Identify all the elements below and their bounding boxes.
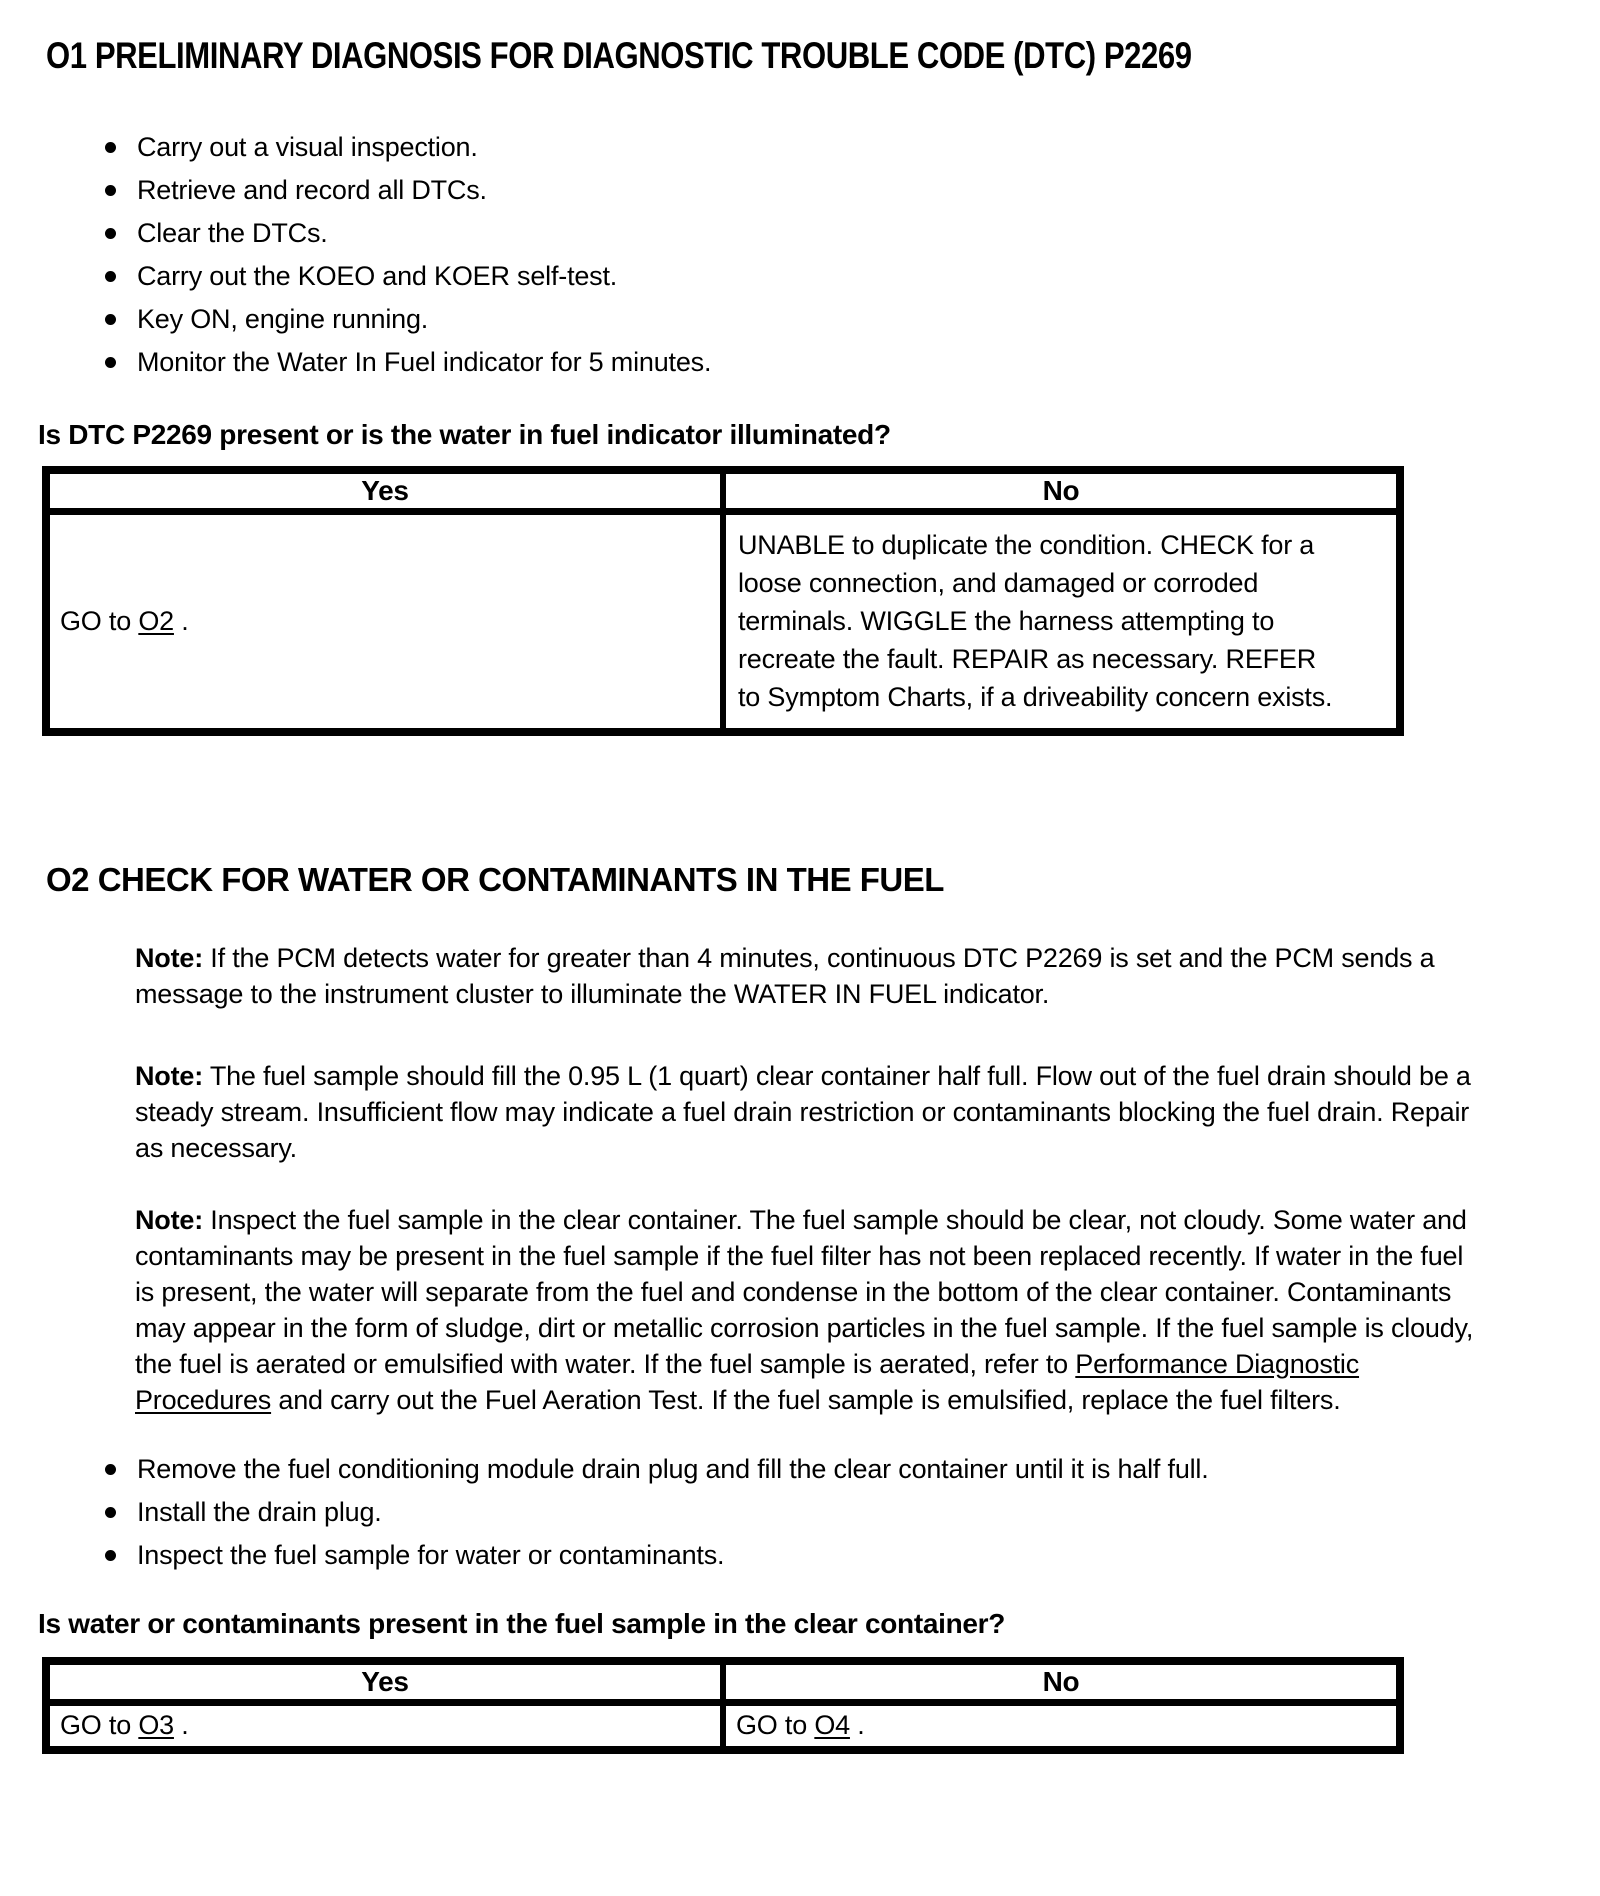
table-row [46,1702,1400,1750]
table-row [46,512,1400,732]
go-to-o3-link[interactable]: O3 [138,1710,174,1741]
bullet-icon [105,1507,116,1518]
note-label: Note: [135,1204,203,1235]
list-item-text: Monitor the Water In Fuel indicator for 5 minutes. [137,347,712,377]
no-header-cell: No [723,1661,1400,1703]
note [135,940,1475,1012]
go-to-o4-link[interactable]: O4 [814,1710,850,1741]
no-cell: UNABLE to duplicate the condition. CHECK for a loose connection, and damaged or corroded terminals. WIGGLE the harness attempting to recreate the fault. REPAIR as necessary. REFER to Symptom Charts, if a driveability concern exists. [723,512,1400,732]
note-text: The fuel sample should fill the 0.95 L (1 quart) clear container half full. Flow out of the fuel drain should be a steady stream. Insufficient flow may indicate a fuel drain restriction or contaminants blocking the fuel drain. Repair as necessary. [135,1060,1471,1163]
list-item-text: Clear the DTCs. [137,218,328,248]
go-to-text: GO to [736,1710,815,1741]
note-label: Note: [135,942,203,973]
note [135,1202,1475,1418]
period-text: . [173,605,189,636]
o1-step-list [0,126,1600,384]
list-item [0,212,1600,255]
go-to-text: GO to [60,605,139,636]
note [135,1058,1475,1166]
bullet-icon [105,1464,116,1475]
list-item [0,1534,1600,1577]
table-header-row [46,470,1400,512]
period-text: . [173,1710,189,1741]
list-item [0,341,1600,384]
note-text: Inspect the fuel sample in the clear container. The fuel sample should be clear, not cloudy. Some water and contaminants may be present in the fuel sample if the fuel filter has not been replaced recently. If water in the fuel is present, the water will separate from the fuel and condense in the bottom of the clear container. Contaminants may appear in the form of sludge, dirt or metallic corrosion particles in the fuel sample. If the fuel sample is cloudy, the fuel is aerated or emulsified with water. If the fuel sample is aerated, refer to [135,1204,1474,1379]
section-o2-heading: O2 CHECK FOR WATER OR CONTAMINANTS IN THE FUEL [46,860,944,898]
list-item-text: Remove the fuel conditioning module drain plug and fill the clear container until it is half full. [137,1453,1209,1484]
bullet-icon [105,271,116,282]
list-item-text: Carry out the KOEO and KOER self-test. [137,261,618,291]
list-item-text: Install the drain plug. [137,1496,382,1527]
bullet-icon [105,228,116,239]
yes-cell [46,512,723,732]
list-item-text: Key ON, engine running. [137,304,429,334]
go-to-o2-link[interactable]: O2 [138,605,174,636]
yes-header-cell: Yes [46,1661,723,1703]
yes-header-cell: Yes [46,470,723,512]
o2-decision-table [42,1657,1404,1755]
list-item-text: Inspect the fuel sample for water or contaminants. [137,1539,725,1570]
bullet-icon [105,314,116,325]
bullet-icon [105,1550,116,1561]
performance-diagnostic-procedures-link[interactable]: Performance Diagnostic Procedures [135,1348,1360,1415]
list-item [0,169,1600,212]
list-item [0,126,1600,169]
bullet-icon [105,185,116,196]
no-header-cell: No [723,470,1400,512]
section-o1-heading: O1 PRELIMINARY DIAGNOSIS FOR DIAGNOSTIC TROUBLE CODE (DTC) P2269 [46,35,1192,76]
list-item [0,1491,1600,1534]
list-item-text: Retrieve and record all DTCs. [137,175,487,205]
o2-step-list [0,1448,1600,1577]
list-item-text: Carry out a visual inspection. [137,132,478,162]
table-header-row [46,1661,1400,1703]
o1-decision-table [42,466,1404,736]
yes-cell [46,1702,723,1750]
o2-question: Is water or contaminants present in the fuel sample in the clear container? [38,1607,1006,1639]
bullet-icon [105,142,116,153]
list-item [0,255,1600,298]
list-item [0,298,1600,341]
no-cell [723,1702,1400,1750]
note-text: and carry out the Fuel Aeration Test. If the fuel sample is emulsified, replace the fuel filters. [271,1384,1341,1415]
go-to-text: GO to [60,1710,139,1741]
period-text: . [849,1710,865,1741]
note-label: Note: [135,1060,203,1091]
list-item [0,1448,1600,1491]
note-text: If the PCM detects water for greater than 4 minutes, continuous DTC P2269 is set and the PCM sends a message to the instrument cluster to illuminate the WATER IN FUEL indicator. [135,942,1435,1009]
o1-question: Is DTC P2269 present or is the water in fuel indicator illuminated? [38,419,891,450]
bullet-icon [105,357,116,368]
